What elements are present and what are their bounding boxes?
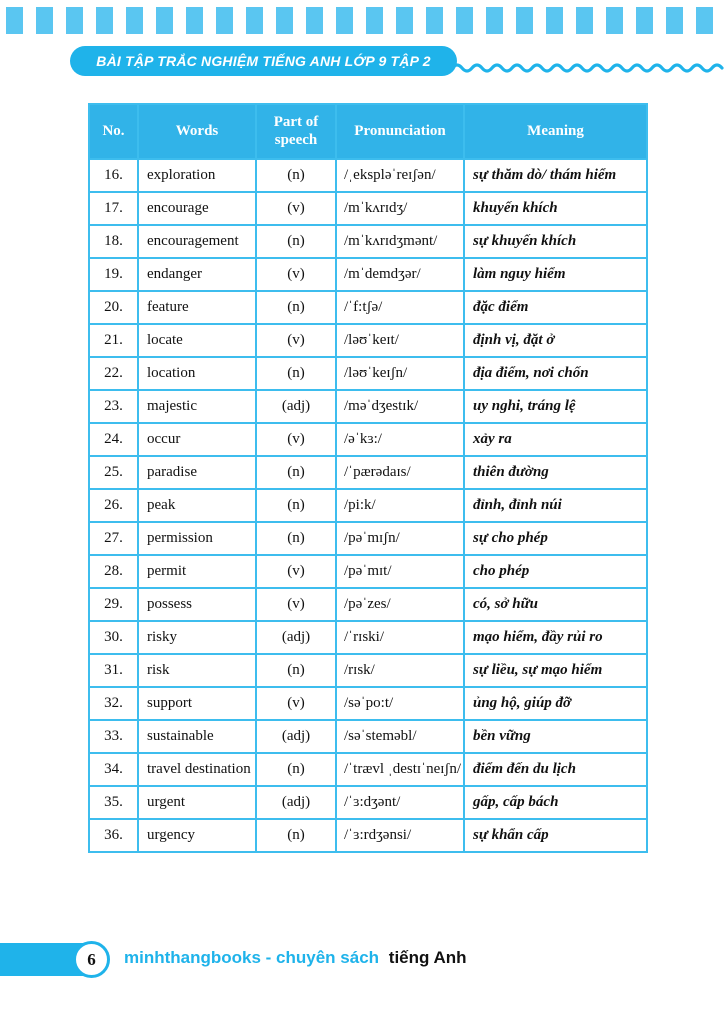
column-header-meaning: Meaning bbox=[464, 104, 647, 159]
table-header-row bbox=[89, 104, 647, 159]
cell-no: 25. bbox=[89, 456, 138, 489]
cell-word: location bbox=[138, 357, 256, 390]
cell-no: 33. bbox=[89, 720, 138, 753]
column-header-words: Words bbox=[138, 104, 256, 159]
cell-no: 16. bbox=[89, 159, 138, 192]
table-row bbox=[89, 258, 647, 291]
table-body bbox=[89, 159, 647, 852]
cell-no: 19. bbox=[89, 258, 138, 291]
cell-no: 20. bbox=[89, 291, 138, 324]
cell-word: urgent bbox=[138, 786, 256, 819]
table-row bbox=[89, 324, 647, 357]
cell-meaning: sự liều, sự mạo hiểm bbox=[464, 654, 647, 687]
cell-no: 32. bbox=[89, 687, 138, 720]
cell-meaning: khuyến khích bbox=[464, 192, 647, 225]
cell-word: encourage bbox=[138, 192, 256, 225]
cell-pos: (n) bbox=[256, 654, 336, 687]
cell-word: paradise bbox=[138, 456, 256, 489]
cell-pos: (n) bbox=[256, 753, 336, 786]
table-row bbox=[89, 819, 647, 852]
cell-pron: /pi:k/ bbox=[336, 489, 464, 522]
cell-no: 26. bbox=[89, 489, 138, 522]
chapter-title: BÀI TẬP TRẮC NGHIỆM TIẾNG ANH LỚP 9 TẬP 2 bbox=[96, 53, 431, 69]
footer-brand bbox=[124, 948, 467, 968]
cell-pos: (v) bbox=[256, 258, 336, 291]
table-row bbox=[89, 654, 647, 687]
cell-pos: (n) bbox=[256, 357, 336, 390]
cell-pos: (n) bbox=[256, 522, 336, 555]
cell-word: risk bbox=[138, 654, 256, 687]
table-row bbox=[89, 555, 647, 588]
vocabulary-table bbox=[88, 103, 648, 853]
cell-no: 36. bbox=[89, 819, 138, 852]
cell-pos: (v) bbox=[256, 324, 336, 357]
table-row bbox=[89, 621, 647, 654]
cell-pos: (n) bbox=[256, 489, 336, 522]
table-row bbox=[89, 225, 647, 258]
table-row bbox=[89, 456, 647, 489]
cell-no: 18. bbox=[89, 225, 138, 258]
table-row bbox=[89, 522, 647, 555]
chapter-title-badge bbox=[70, 46, 457, 76]
cell-pos: (adj) bbox=[256, 720, 336, 753]
table-row bbox=[89, 588, 647, 621]
cell-meaning: gấp, cấp bách bbox=[464, 786, 647, 819]
cell-no: 34. bbox=[89, 753, 138, 786]
table-row bbox=[89, 291, 647, 324]
cell-pron: /ˈf:tʃə/ bbox=[336, 291, 464, 324]
table-row bbox=[89, 786, 647, 819]
cell-meaning: đặc điểm bbox=[464, 291, 647, 324]
cell-word: locate bbox=[138, 324, 256, 357]
cell-meaning: có, sở hữu bbox=[464, 588, 647, 621]
cell-meaning: sự thăm dò/ thám hiểm bbox=[464, 159, 647, 192]
cell-meaning: mạo hiểm, đầy rủi ro bbox=[464, 621, 647, 654]
cell-pos: (v) bbox=[256, 687, 336, 720]
cell-meaning: điểm đến du lịch bbox=[464, 753, 647, 786]
page-number: 6 bbox=[87, 949, 96, 969]
cell-pron: /ˈɜ:rdʒənsi/ bbox=[336, 819, 464, 852]
cell-pron: /mˈkʌrɪdʒ/ bbox=[336, 192, 464, 225]
cell-no: 17. bbox=[89, 192, 138, 225]
cell-no: 28. bbox=[89, 555, 138, 588]
cell-pron: /səˈpo:t/ bbox=[336, 687, 464, 720]
cell-no: 35. bbox=[89, 786, 138, 819]
cell-meaning: sự khuyến khích bbox=[464, 225, 647, 258]
table-row bbox=[89, 423, 647, 456]
cell-pron: /məˈdʒestɪk/ bbox=[336, 390, 464, 423]
cell-pos: (n) bbox=[256, 225, 336, 258]
cell-word: permit bbox=[138, 555, 256, 588]
cell-pron: /ˈɜ:dʒənt/ bbox=[336, 786, 464, 819]
wavy-path bbox=[452, 65, 722, 71]
cell-meaning: xảy ra bbox=[464, 423, 647, 456]
cell-meaning: đỉnh, đỉnh núi bbox=[464, 489, 647, 522]
cell-word: majestic bbox=[138, 390, 256, 423]
top-stripe-decoration bbox=[0, 7, 726, 34]
cell-pron: /səˈsteməbl/ bbox=[336, 720, 464, 753]
cell-no: 31. bbox=[89, 654, 138, 687]
cell-meaning: sự cho phép bbox=[464, 522, 647, 555]
cell-no: 29. bbox=[89, 588, 138, 621]
cell-pos: (n) bbox=[256, 819, 336, 852]
cell-pos: (v) bbox=[256, 423, 336, 456]
cell-meaning: làm nguy hiểm bbox=[464, 258, 647, 291]
cell-no: 30. bbox=[89, 621, 138, 654]
cell-meaning: sự khẩn cấp bbox=[464, 819, 647, 852]
cell-word: permission bbox=[138, 522, 256, 555]
cell-pos: (v) bbox=[256, 555, 336, 588]
cell-pron: /pəˈmɪʃn/ bbox=[336, 522, 464, 555]
cell-meaning: ủng hộ, giúp đỡ bbox=[464, 687, 647, 720]
page-number-circle bbox=[73, 941, 110, 978]
brand-name: minhthangbooks - chuyên sách bbox=[124, 948, 380, 967]
cell-no: 24. bbox=[89, 423, 138, 456]
cell-pron: /ˈrɪski/ bbox=[336, 621, 464, 654]
column-header-pronunciation: Pronunciation bbox=[336, 104, 464, 159]
cell-meaning: thiên đường bbox=[464, 456, 647, 489]
cell-word: travel destination bbox=[138, 753, 256, 786]
cell-meaning: địa điểm, nơi chốn bbox=[464, 357, 647, 390]
cell-pos: (adj) bbox=[256, 786, 336, 819]
cell-pron: /ləʊˈkeɪʃn/ bbox=[336, 357, 464, 390]
cell-pos: (v) bbox=[256, 588, 336, 621]
cell-word: occur bbox=[138, 423, 256, 456]
brand-suffix: tiếng Anh bbox=[388, 948, 467, 967]
cell-pos: (n) bbox=[256, 291, 336, 324]
table-row bbox=[89, 192, 647, 225]
cell-pron: /mˈkʌrɪdʒmənt/ bbox=[336, 225, 464, 258]
cell-no: 22. bbox=[89, 357, 138, 390]
cell-meaning: cho phép bbox=[464, 555, 647, 588]
table-row bbox=[89, 753, 647, 786]
table-row bbox=[89, 489, 647, 522]
cell-word: peak bbox=[138, 489, 256, 522]
cell-pos: (n) bbox=[256, 159, 336, 192]
cell-no: 21. bbox=[89, 324, 138, 357]
cell-pron: /ˌekspləˈreɪʃən/ bbox=[336, 159, 464, 192]
cell-pron: /pəˈmɪt/ bbox=[336, 555, 464, 588]
cell-pos: (adj) bbox=[256, 390, 336, 423]
table-row bbox=[89, 357, 647, 390]
cell-pron: /pəˈzes/ bbox=[336, 588, 464, 621]
cell-meaning: bền vững bbox=[464, 720, 647, 753]
cell-pos: (adj) bbox=[256, 621, 336, 654]
table-row bbox=[89, 687, 647, 720]
table-row bbox=[89, 720, 647, 753]
wavy-line-decoration bbox=[452, 60, 726, 74]
cell-pron: /ˈtrævl ˌdestɪˈneɪʃn/ bbox=[336, 753, 464, 786]
cell-word: possess bbox=[138, 588, 256, 621]
cell-word: sustainable bbox=[138, 720, 256, 753]
column-header-no: No. bbox=[89, 104, 138, 159]
cell-pos: (n) bbox=[256, 456, 336, 489]
cell-no: 23. bbox=[89, 390, 138, 423]
table-row bbox=[89, 390, 647, 423]
cell-pos: (v) bbox=[256, 192, 336, 225]
cell-word: support bbox=[138, 687, 256, 720]
cell-word: risky bbox=[138, 621, 256, 654]
cell-meaning: định vị, đặt ở bbox=[464, 324, 647, 357]
cell-pron: /mˈdemdʒər/ bbox=[336, 258, 464, 291]
cell-word: exploration bbox=[138, 159, 256, 192]
column-header-part-of-speech: Part of speech bbox=[256, 104, 336, 159]
cell-pron: /rɪsk/ bbox=[336, 654, 464, 687]
cell-pron: /ˈpærədaɪs/ bbox=[336, 456, 464, 489]
cell-pron: /əˈkɜ:/ bbox=[336, 423, 464, 456]
cell-pron: /ləʊˈkeɪt/ bbox=[336, 324, 464, 357]
cell-word: endanger bbox=[138, 258, 256, 291]
cell-word: encouragement bbox=[138, 225, 256, 258]
cell-word: feature bbox=[138, 291, 256, 324]
cell-no: 27. bbox=[89, 522, 138, 555]
table-row bbox=[89, 159, 647, 192]
cell-word: urgency bbox=[138, 819, 256, 852]
cell-meaning: uy nghi, tráng lệ bbox=[464, 390, 647, 423]
